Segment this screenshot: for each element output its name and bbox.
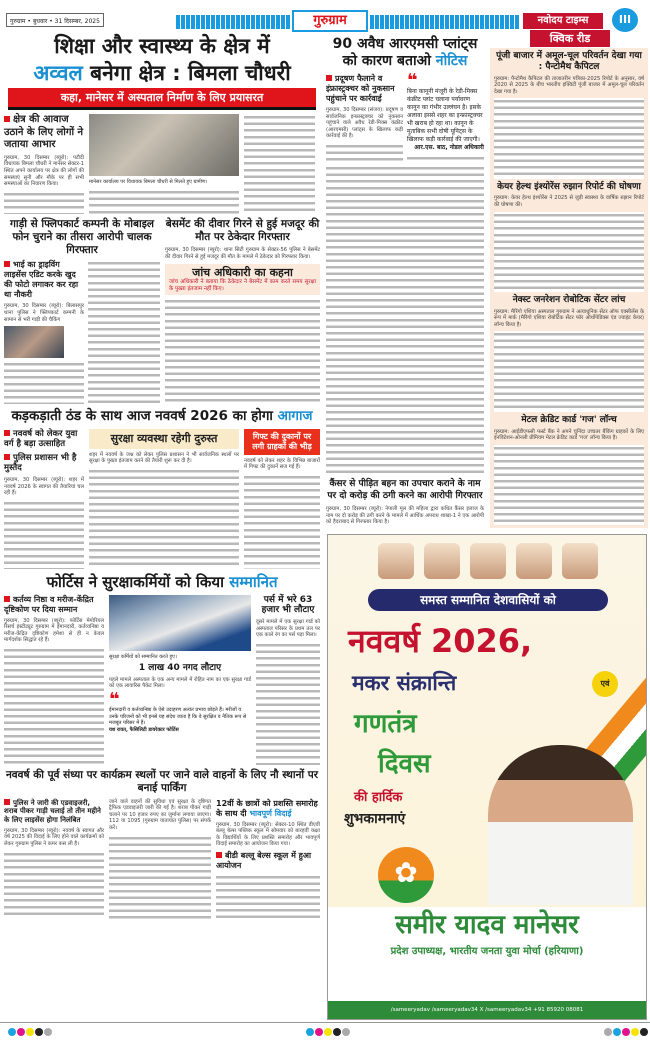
cash-text: पहले मामले अस्पताल के एक अन्य मामले में रोहित नाम का एक सुरक्षा गार्ड को एक लावारिस पैकेट मिला। (109, 676, 251, 690)
rmc-subhead: प्रदूषण फैलाने व इंफ्रास्ट्रक्चर को नुकसान पहुंचाने पर कार्रवाई (326, 74, 403, 104)
middle-zone (326, 36, 484, 526)
basement-headline: बेसमेंट की दीवार गिरने से हुई मजदूर की मौत पर ठेकेदार गिरफ्तार (165, 218, 320, 244)
handcuff-photo (4, 326, 64, 358)
flipkart-col (4, 218, 160, 404)
rmc-headline-text: 90 अवैध आरएमसी प्लांट्स को कारण बताओ (332, 36, 478, 69)
fortis-headline-accent: सम्मानित (229, 572, 278, 591)
flipkart-body: गुरुग्राम, 30 दिसम्बर (ब्यूरो): बिलासपुर थाना पुलिस ने फ्लिपकार्ट कम्पनी के सामान से भरी गाड़ी की चैकिंग (4, 303, 84, 323)
lead-body-right (244, 114, 315, 214)
fortis-col-2 (109, 595, 251, 765)
ad-designation: प्रदेश उपाध्यक्ष, भारतीय जनता युवा मोर्चा (हरियाणा) (390, 946, 584, 957)
leader-photos (358, 543, 618, 583)
leader-photo (378, 543, 414, 579)
leader-photo (562, 543, 598, 579)
newyear-col-1 (4, 429, 84, 569)
page-number: III (612, 8, 638, 32)
purse-fill (256, 642, 320, 765)
lead-row (4, 114, 320, 214)
lead-headline-rest: बनेगा क्षेत्र : बिमला चौधरी (90, 61, 291, 86)
cash-title: 1 लाख 40 नगद लौटाए (138, 663, 222, 674)
basement-body-cols (165, 298, 320, 405)
quick-item-filler (494, 331, 644, 411)
newyear-col-3 (244, 429, 320, 569)
school-sub: बीडी बल्लू बेल्स स्कूल में हुआ आयोजन (216, 851, 320, 871)
lead-photo (89, 114, 239, 176)
quick-read-label: क्विक रीड (530, 30, 610, 47)
investigator-box-title: जांच अधिकारी का कहना (192, 265, 293, 279)
section-name: गुरुग्राम (292, 10, 368, 32)
school-headline-accent: भावपूर्ण विदाई (249, 808, 292, 818)
newyear-headline-accent: आगाज (277, 408, 313, 425)
flipkart-basement-row (4, 218, 320, 404)
rmc-headline (326, 36, 484, 70)
lead-body-cols (89, 189, 239, 215)
quick-read-panel (490, 48, 648, 528)
security-box-text: शहर में नववर्ष के जश्न को लेकर पुलिस प्रशासन ने भी सार्वजनिक स्थलों पर सुरक्षा के पुख्ता इंतजाम करने की तैयारी शुरू कर दी है। (89, 451, 239, 465)
purse-text: दूसरे मामले में एक सुरक्षा गार्ड को अस्पताल परिसर के प्रथम तल पर एक काले रंग का पर्स पड़ा मिला। (256, 619, 320, 639)
quick-item-text: गुरुग्राम: मैरिंगो एशिया अस्पताल गुरुग्राम ने अत्याधुनिक सेंटर ऑफ एक्सीलेंस के रूप में मार्क (मैरिंगो एशिया रोबोटिक सेंटर फॉर ऑर्थोपेडिक्स एंड ज्वाइंट केयर) लॉन्च किया है। (494, 308, 644, 328)
basement-body: गुरुग्राम, 30 दिसम्बर (ब्यूरो): थाना सिटी गुरुग्राम के सेक्टर-56 पुलिस ने बेसमेंट की दीवार गिरने से हुई मजदूर की मौत के मामले में ठेकेदार को गिरफ्तार किया। (165, 247, 320, 260)
ad-line-2: मकर संक्रान्ति (352, 671, 457, 695)
ad-and: एवं (592, 671, 618, 697)
parking-row (4, 799, 320, 919)
leader-photo (516, 543, 552, 579)
flipkart-subhead: भाई का ड्राइविंग लाइसेंस एडिट करके खुद की फोटो लगाकर कर रहा था नौकरी (4, 260, 84, 300)
parking-body-2-fill (109, 835, 211, 919)
basement-col (165, 218, 320, 404)
fortis-col-1 (4, 595, 104, 765)
paper-logo: नवोदय टाइम्स (523, 13, 603, 29)
fortis-headline-text: फोर्टिस ने सुरक्षाकर्मियों को किया (46, 572, 225, 591)
school-body-fill (216, 874, 320, 919)
quick-item-filler (494, 212, 644, 292)
security-box-fill (89, 468, 239, 569)
lead-col-2 (89, 114, 239, 214)
lead-subhead: क्षेत्र की आवाज उठाने के लिए लोगों ने जताया आभार (4, 114, 84, 151)
parking-subhead: पुलिस ने जारी की एडवाइजरी, शराब पीकर गाड़ी चलाई तो तीन महीने के लिए लाइसेंस होगा निलंबित (4, 799, 104, 825)
flipkart-body-cols (4, 361, 84, 404)
quick-item-title: केयर हेल्थ इंश्योरेंस रुझान रिपोर्ट की घोषणा (497, 181, 641, 192)
fortis-body-fill (4, 647, 104, 765)
lead-headline-1: शिक्षा और स्वास्थ्य के क्षेत्र में (54, 34, 270, 58)
school-col (216, 799, 320, 919)
quick-item-title: पूंजी बाजार में अमूल-चूल परिवर्तन देखा गया : पैन्टोमैथ कैपिटल (496, 51, 642, 72)
newyear-body: गुरुग्राम, 30 दिसम्बर (ब्यूरो): शहर में नववर्ष 2026 के स्वागत की तैयारियां चल रही हैं। (4, 477, 84, 497)
lead-body-fill (4, 191, 84, 215)
school-headline (216, 799, 320, 819)
ad-name: समीर यादव मानेसर (395, 910, 579, 940)
quote-mark-icon: ❝ (109, 689, 120, 711)
flipkart-inner-row (4, 260, 160, 404)
ad-wish-2: शुभकामनाएं (344, 811, 406, 827)
masthead-stripes (176, 15, 290, 29)
left-zone (4, 34, 320, 919)
newyear-col-2 (89, 429, 239, 569)
parking-headline: नववर्ष की पूर्व संध्या पर कार्यक्रम स्थलों पर जाने वाले वाहनों के लिए नौ स्थानों पर बनाई पार्किंग (5, 768, 319, 794)
gift-box-title: गिफ्ट की दुकानों पर लगी ग्राहकों की भीड़ (244, 429, 320, 455)
fortis-headline (4, 573, 320, 591)
ad-greeting: समस्त सम्मानित देशवासियों को (368, 589, 608, 611)
fortis-row (4, 595, 320, 765)
quote-mark-icon: ❝ (407, 70, 418, 91)
quick-item-title: नेक्स्ट जनरेशन रोबोटिक सेंटर लांच (512, 294, 626, 305)
lead-headline-accent: अव्वल (33, 61, 83, 86)
quick-item-text: गुरुग्राम: केयर हेल्थ इंश्योरेंस ने 2025 से जुड़ी स्वास्थ्य के वार्षिक रुझान रिपोर्ट की घोषणा की। (494, 195, 644, 209)
fortis-quote-by: यश रावत, फैसिलिटी डायरेक्टर फोर्टिस (109, 726, 179, 733)
school-body: गुरुग्राम, 30 दिसम्बर (ब्यूरो): सेक्टर-10 स्थित डीएवी बल्लू बेल्स पब्लिक स्कूल में सोमवार को बारहवीं कक्षा के विद्यार्थियों के लिए प्रशस्ति समारोह और भावपूर्ण विदाई समारोह का आयोजन किया गया। (216, 821, 320, 848)
leader-photo (470, 543, 506, 579)
lead-body: गुरुग्राम, 30 दिसम्बर (ब्यूरो): पटौदी विधायक बिमला चौधरी ने मानेसर सेक्टर-1 स्थित अपने कार्यालय पर क्षेत्र की लोगों की समस्याएं सुनी और मौके पर ही सभी समस्याओं का निवारण किया। (4, 154, 84, 188)
fortis-quote-text: ईमानदारी व कर्तव्यनिष्ठा के ऐसे उदाहरण अत्यंत प्रभाव छोड़ते हैं। मरीजों व उनके परिजनों को भी इनसे यह संदेश जाता है कि वे सुरक्षित व नैतिक रूप से मजबूत परिसर में हैं। (109, 707, 247, 727)
lead-photo-caption: मानेसर कार्यालय पर विधायक बिमला चौधरी से मिलते हुए ग्रामीण। (89, 179, 208, 186)
newyear-sub-1: नववर्ष को लेकर युवा वर्ग है बड़ा उत्साहित (4, 429, 84, 450)
candidate-photo (488, 745, 633, 905)
newyear-headline-text: कड़कड़ाती ठंड के साथ आज नववर्ष 2026 का होगा (11, 408, 273, 425)
fortis-photo-caption: सुरक्षा कर्मियों को सम्मानित करते हुए। (109, 653, 177, 660)
rmc-body-col2 (407, 155, 484, 161)
ad-line-3: गणतंत्र (354, 709, 417, 739)
rmc-col-2 (407, 70, 484, 161)
parking-col-1 (4, 799, 104, 919)
gift-box-text: नववर्ष को लेकर शहर के विभिन्न बाजारों में गिफ्ट की दुकानें सज गई हैं। (244, 457, 320, 471)
rmc-quote-by: आर.एस. बाठ, नोडल अधिकारी (414, 144, 484, 151)
investigator-box-text: जांच अधिकारी ने बताया कि ठेकेदार ने बेसमेंट में काम करते समय सुरक्षा के पुख्ता इंतजाम नहीं किए। (169, 278, 316, 292)
lead-col-1 (4, 114, 84, 214)
parking-col-2 (109, 799, 211, 919)
quick-item-filler (494, 445, 644, 525)
quick-item-text: गुरुग्राम: आईडीएफसी फर्स्ट बैंक ने अपने चुनिंदा उच्चतर बैंकिंग ग्राहकों के लिए इनविटेशन-ओनली प्रीमियम मेटल क्रेडिट कार्ड 'गज' लॉन्च किया है। (494, 428, 644, 442)
lead-col-3 (244, 114, 315, 214)
basement-body-col4 (326, 165, 484, 474)
newyear-row (4, 429, 320, 569)
fortis-subhead: कर्तव्य निष्ठा व मरीज-केंद्रित दृष्टिकोण पर दिया सम्मान (4, 595, 104, 615)
gift-box-fill (244, 474, 320, 569)
school-headline-text: 12वीं के छात्रों को प्रशस्ति समारोह के साथ दी (216, 798, 318, 818)
lotus-logo-icon: ✿ (378, 847, 434, 903)
rmc-body-fill (326, 143, 403, 161)
flipkart-body-col2 (88, 260, 160, 404)
investigator-box (165, 264, 320, 295)
flipkart-inner-col (4, 260, 84, 404)
leader-photo (424, 543, 460, 579)
advertisement (327, 534, 647, 1020)
newyear-headline (4, 408, 320, 424)
flipkart-headline: गाड़ी से फ्लिपकार्ट कम्पनी के मोबाइल फोन चुराने का तीसरा आरोपी चालक गिरफ्तार (10, 218, 154, 257)
lead-headline-2 (4, 61, 320, 86)
lead-banner: कहा, मानेसर में अस्पताल निर्माण के लिए प्रयासरत (8, 88, 316, 110)
rmc-row (326, 70, 484, 161)
ad-name-spacer (328, 961, 646, 999)
ad-wish-1: की हार्दिक (354, 790, 403, 805)
quick-item-filler (494, 98, 644, 178)
fortis-body: गुरुग्राम, 30 दिसम्बर (ब्यूरो): फोर्टिस मेमोरियल रिसर्च इंस्टीट्यूट गुरुग्राम में ईमानदारी, कर्तव्यनिष्ठा व मरीज-केंद्रित दृष्टिकोण हमेशा से ही न केवल मार्गदर्शक सिद्धांत रहे हैं। (4, 617, 104, 644)
masthead-stripes-right (370, 15, 520, 29)
ad-line-4: दिवस (378, 749, 431, 779)
purse-title: पर्स में भरे 63 हजार भी लौटाए (261, 594, 315, 616)
ad-line-1: नववर्ष 2026, (348, 622, 533, 660)
security-box-title: सुरक्षा व्यवस्था रहेगी दुरुस्त (89, 429, 239, 449)
flipkart-inner-col-2 (88, 260, 160, 404)
dateline-box: गुरुग्राम • बुधवार • 31 दिसम्बर, 2025 (6, 13, 104, 27)
page-bottom-rule (0, 1022, 650, 1023)
rmc-body: गुरुग्राम, 30 दिसम्बर (संजय): प्रदूषण व सार्वजनिक इन्फ्रास्ट्रक्चर को नुकसान पहुंचाने वाले अवैध रेडी-मिक्स कंक्रीट (आरएमसी) प्लांट्स के खिलाफ कड़ी कार्रवाई की है। (326, 107, 403, 140)
cancer-headline: कैंसर से पीड़ित बहन का उपचार कराने के नाम पर दो करोड़ की ठगी करने का आरोपी गिरफ्तार (327, 479, 483, 502)
ad-social: /sameeryadav /sameeryadav34 X /sameeryadav34 +91 85920 08081 (328, 1001, 646, 1019)
parking-body-fill (4, 851, 104, 919)
newyear-sub-2: पुलिस प्रशासन भी है मुस्तैद (4, 453, 84, 474)
fortis-col-2-spacer (109, 736, 251, 764)
color-registration-marks (8, 1028, 648, 1038)
quick-item-title: मेटल क्रेडिट कार्ड 'गज' लॉन्च (521, 414, 617, 425)
rmc-quote (407, 70, 484, 152)
rmc-quote-text: बिना कानूनी मंजूरी के रेडी-मिक्स कंक्रीट प्लांट चलाना पर्यावरण कानून का गंभीर उल्लंघन है। इसके अलावा इससे शहर का इन्फ्रास्ट्रक्चर भी खराब हो रहा था। कानून के मुताबिक सभी दोषी यूनिट्स के खिलाफ कड़ी कार्रवाई की जाएगी। (407, 88, 483, 143)
cancer-body: गुरुग्राम, 30 दिसम्बर (ब्यूरो): नेपाली मूल की महिला द्वारा कथित कैंसर इलाज के नाम पर दो करोड़ की ठगी करने के मामले में आर्थिक अपराध शाखा-1 ने एक आरोपी को हैदराबाद से गिरफ्तार किया है। (326, 506, 484, 526)
rmc-col-1 (326, 74, 403, 161)
parking-body: गुरुग्राम, 30 दिसम्बर (ब्यूरो): नववर्ष के स्वागत और वर्ष 2025 की विदाई के लिए होने वाले कार्यक्रमों को लेकर गुरुग्राम पुलिस ने कमर कस ली है। (4, 827, 104, 847)
lead-header (4, 34, 320, 110)
rmc-headline-accent: नोटिस (435, 53, 468, 69)
fortis-quote (109, 689, 251, 733)
fortis-col-3 (256, 595, 320, 765)
ad-name-strip (328, 907, 646, 1019)
fortis-photo (109, 595, 251, 651)
newyear-body-fill (4, 500, 84, 569)
quick-item-text: गुरुग्राम: पैन्टोमैथ कैपिटल की ताजातरीन पत्रिका-2025 रिपोर्ट के अनुसार, वर्ष 2020 से 2025 के बीच भारतीय इक्विटी पूंजी बाजार में अमूल-चूल परिवर्तन देखा गया है। (494, 75, 644, 95)
parking-body-2: जाने वाले वाहनों की सुविधा एवं सुरक्षा के दृष्टिगत ट्रैफिक एडवाइजरी जारी की गई है। शराब पीकर गाड़ी चलाने पर 10 हजार रुपए का जुर्माना लगाया जाएगा। 112 या 1095 (गुरुग्राम यातायात पुलिस) पर संपर्क करें। (109, 798, 211, 831)
